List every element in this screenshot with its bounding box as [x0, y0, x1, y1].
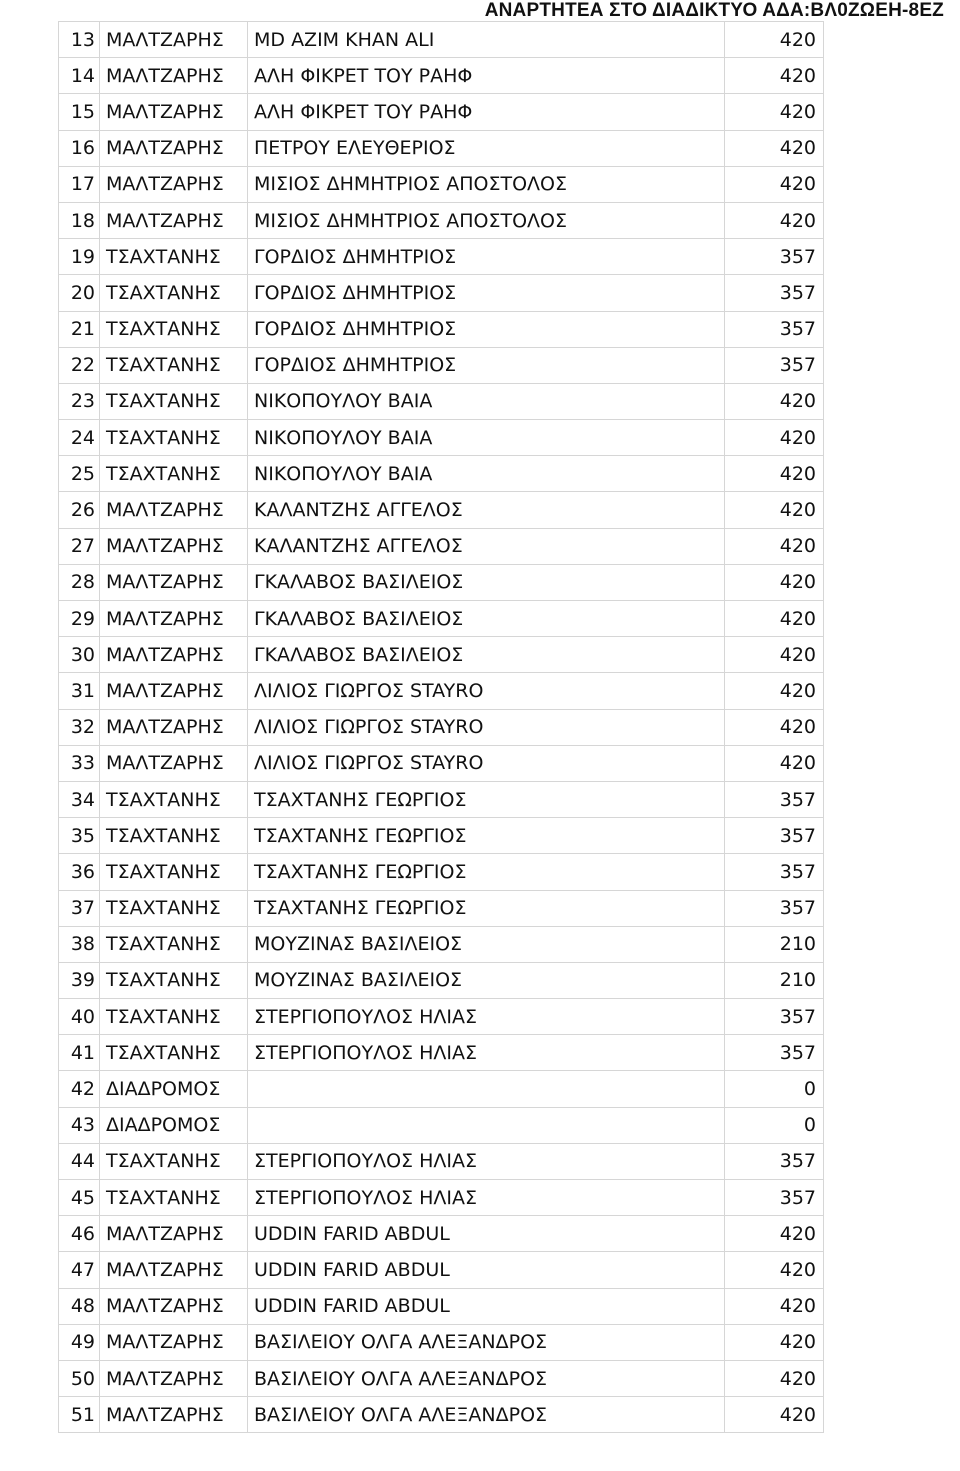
row-number: 34 [59, 781, 100, 817]
person-name: ΛΙΛΙΟΣ ΓΙΩΡΓΟΣ STAYRO [248, 709, 725, 745]
amount-cell: 0 [725, 1107, 824, 1143]
table-row [59, 1288, 824, 1324]
person-name: ΣΤΕΡΓΙΟΠΟΥΛΟΣ ΗΛΙΑΣ [248, 1143, 725, 1179]
amount-cell: 357 [725, 818, 824, 854]
person-name: ΒΑΣΙΛΕΙΟΥ ΟΛΓΑ ΑΛΕΞΑΝΔΡΟΣ [248, 1360, 725, 1396]
table-row [59, 1324, 824, 1360]
group-cell: ΜΑΛΤΖΑΡΗΣ [100, 709, 248, 745]
table-row [59, 347, 824, 383]
row-number: 41 [59, 1035, 100, 1071]
amount-cell: 420 [725, 528, 824, 564]
group-cell: ΜΑΛΤΖΑΡΗΣ [100, 564, 248, 600]
row-number: 51 [59, 1397, 100, 1433]
row-number: 25 [59, 456, 100, 492]
row-number: 22 [59, 347, 100, 383]
row-number: 17 [59, 166, 100, 202]
allocation-table [58, 21, 824, 1433]
person-name: ΜΟΥΖΙΝΑΣ ΒΑΣΙΛΕΙΟΣ [248, 926, 725, 962]
table-row [59, 58, 824, 94]
publication-stamp: ΑΝΑΡΤΗΤΕΑ ΣΤΟ ΔΙΑΔΙΚΤΥΟ ΑΔΑ:ΒΛ0ΖΩΕΗ-8ΕΖ [484, 0, 944, 21]
person-name: ΝΙΚΟΠΟΥΛΟΥ ΒΑΙΑ [248, 420, 725, 456]
table-row [59, 22, 824, 58]
table-row [59, 818, 824, 854]
table-row [59, 1035, 824, 1071]
person-name: ΣΤΕΡΓΙΟΠΟΥΛΟΣ ΗΛΙΑΣ [248, 1035, 725, 1071]
amount-cell: 420 [725, 420, 824, 456]
table-row [59, 383, 824, 419]
amount-cell: 420 [725, 456, 824, 492]
row-number: 50 [59, 1360, 100, 1396]
row-number: 39 [59, 962, 100, 998]
table-row [59, 601, 824, 637]
group-cell: ΜΑΛΤΖΑΡΗΣ [100, 673, 248, 709]
amount-cell: 357 [725, 1035, 824, 1071]
amount-cell: 420 [725, 166, 824, 202]
table-row [59, 709, 824, 745]
row-number: 36 [59, 854, 100, 890]
table-row [59, 1180, 824, 1216]
person-name: ΑΛΗ ΦΙΚΡΕΤ ΤΟΥ ΡΑΗΦ [248, 94, 725, 130]
table-row [59, 637, 824, 673]
group-cell: ΜΑΛΤΖΑΡΗΣ [100, 1360, 248, 1396]
group-cell: ΤΣΑΧΤΑΝΗΣ [100, 275, 248, 311]
table-row [59, 673, 824, 709]
person-name: ΜΙΣΙΟΣ ΔΗΜΗΤΡΙΟΣ ΑΠΟΣΤΟΛΟΣ [248, 202, 725, 238]
amount-cell: 420 [725, 202, 824, 238]
amount-cell: 420 [725, 492, 824, 528]
group-cell: ΤΣΑΧΤΑΝΗΣ [100, 781, 248, 817]
amount-cell: 357 [725, 275, 824, 311]
amount-cell: 420 [725, 673, 824, 709]
row-number: 18 [59, 202, 100, 238]
person-name: ΣΤΕΡΓΙΟΠΟΥΛΟΣ ΗΛΙΑΣ [248, 1180, 725, 1216]
group-cell: ΤΣΑΧΤΑΝΗΣ [100, 456, 248, 492]
amount-cell: 357 [725, 854, 824, 890]
group-cell: ΤΣΑΧΤΑΝΗΣ [100, 1035, 248, 1071]
person-name: MD AZIM KHAN ALI [248, 22, 725, 58]
amount-cell: 420 [725, 564, 824, 600]
person-name: ΜΙΣΙΟΣ ΔΗΜΗΤΡΙΟΣ ΑΠΟΣΤΟΛΟΣ [248, 166, 725, 202]
person-name: ΝΙΚΟΠΟΥΛΟΥ ΒΑΙΑ [248, 456, 725, 492]
row-number: 27 [59, 528, 100, 564]
row-number: 16 [59, 130, 100, 166]
row-number: 24 [59, 420, 100, 456]
person-name: ΓΚΑΛΑΒΟΣ ΒΑΣΙΛΕΙΟΣ [248, 637, 725, 673]
amount-cell: 420 [725, 1252, 824, 1288]
amount-cell: 420 [725, 637, 824, 673]
person-name: ΒΑΣΙΛΕΙΟΥ ΟΛΓΑ ΑΛΕΞΑΝΔΡΟΣ [248, 1397, 725, 1433]
row-number: 15 [59, 94, 100, 130]
person-name: ΤΣΑΧΤΑΝΗΣ ΓΕΩΡΓΙΟΣ [248, 890, 725, 926]
table-row [59, 854, 824, 890]
table-row [59, 528, 824, 564]
amount-cell: 420 [725, 22, 824, 58]
table-body [59, 22, 824, 1433]
person-name: ΠΕΤΡΟΥ ΕΛΕΥΘΕΡΙΟΣ [248, 130, 725, 166]
person-name: ΓΟΡΔΙΟΣ ΔΗΜΗΤΡΙΟΣ [248, 347, 725, 383]
row-number: 42 [59, 1071, 100, 1107]
amount-cell: 420 [725, 745, 824, 781]
group-cell: ΔΙΑΔΡΟΜΟΣ [100, 1107, 248, 1143]
amount-cell: 357 [725, 1143, 824, 1179]
person-name: ΛΙΛΙΟΣ ΓΙΩΡΓΟΣ STAYRO [248, 673, 725, 709]
group-cell: ΤΣΑΧΤΑΝΗΣ [100, 854, 248, 890]
person-name: ΛΙΛΙΟΣ ΓΙΩΡΓΟΣ STAYRO [248, 745, 725, 781]
person-name: UDDIN FARID ABDUL [248, 1288, 725, 1324]
person-name: ΤΣΑΧΤΑΝΗΣ ΓΕΩΡΓΙΟΣ [248, 781, 725, 817]
table-row [59, 456, 824, 492]
person-name: ΤΣΑΧΤΑΝΗΣ ΓΕΩΡΓΙΟΣ [248, 854, 725, 890]
group-cell: ΤΣΑΧΤΑΝΗΣ [100, 239, 248, 275]
group-cell: ΤΣΑΧΤΑΝΗΣ [100, 962, 248, 998]
person-name: ΓΟΡΔΙΟΣ ΔΗΜΗΤΡΙΟΣ [248, 275, 725, 311]
group-cell: ΤΣΑΧΤΑΝΗΣ [100, 1143, 248, 1179]
row-number: 35 [59, 818, 100, 854]
group-cell: ΜΑΛΤΖΑΡΗΣ [100, 130, 248, 166]
amount-cell: 420 [725, 94, 824, 130]
amount-cell: 420 [725, 1360, 824, 1396]
row-number: 33 [59, 745, 100, 781]
amount-cell: 420 [725, 1324, 824, 1360]
row-number: 28 [59, 564, 100, 600]
group-cell: ΜΑΛΤΖΑΡΗΣ [100, 528, 248, 564]
amount-cell: 357 [725, 347, 824, 383]
person-name: UDDIN FARID ABDUL [248, 1252, 725, 1288]
row-number: 32 [59, 709, 100, 745]
row-number: 37 [59, 890, 100, 926]
group-cell: ΜΑΛΤΖΑΡΗΣ [100, 745, 248, 781]
row-number: 46 [59, 1216, 100, 1252]
table-row [59, 564, 824, 600]
row-number: 40 [59, 999, 100, 1035]
row-number: 48 [59, 1288, 100, 1324]
table-row [59, 890, 824, 926]
person-name: ΚΑΛΑΝΤΖΗΣ ΑΓΓΕΛΟΣ [248, 492, 725, 528]
person-name: ΚΑΛΑΝΤΖΗΣ ΑΓΓΕΛΟΣ [248, 528, 725, 564]
group-cell: ΤΣΑΧΤΑΝΗΣ [100, 890, 248, 926]
person-name [248, 1107, 725, 1143]
group-cell: ΤΣΑΧΤΑΝΗΣ [100, 420, 248, 456]
person-name: ΓΚΑΛΑΒΟΣ ΒΑΣΙΛΕΙΟΣ [248, 564, 725, 600]
table-row [59, 1143, 824, 1179]
amount-cell: 420 [725, 130, 824, 166]
amount-cell: 420 [725, 1397, 824, 1433]
group-cell: ΜΑΛΤΖΑΡΗΣ [100, 202, 248, 238]
group-cell: ΤΣΑΧΤΑΝΗΣ [100, 999, 248, 1035]
table-row [59, 1216, 824, 1252]
row-number: 14 [59, 58, 100, 94]
table-row [59, 1397, 824, 1433]
group-cell: ΤΣΑΧΤΑΝΗΣ [100, 1180, 248, 1216]
table-row [59, 745, 824, 781]
person-name: ΑΛΗ ΦΙΚΡΕΤ ΤΟΥ ΡΑΗΦ [248, 58, 725, 94]
amount-cell: 420 [725, 383, 824, 419]
person-name: ΓΟΡΔΙΟΣ ΔΗΜΗΤΡΙΟΣ [248, 311, 725, 347]
group-cell: ΤΣΑΧΤΑΝΗΣ [100, 818, 248, 854]
group-cell: ΤΣΑΧΤΑΝΗΣ [100, 347, 248, 383]
table-row [59, 999, 824, 1035]
table-row [59, 1071, 824, 1107]
amount-cell: 357 [725, 311, 824, 347]
row-number: 26 [59, 492, 100, 528]
amount-cell: 210 [725, 962, 824, 998]
table-row [59, 275, 824, 311]
amount-cell: 420 [725, 1216, 824, 1252]
person-name: ΓΟΡΔΙΟΣ ΔΗΜΗΤΡΙΟΣ [248, 239, 725, 275]
amount-cell: 357 [725, 781, 824, 817]
amount-cell: 357 [725, 890, 824, 926]
row-number: 31 [59, 673, 100, 709]
amount-cell: 357 [725, 999, 824, 1035]
amount-cell: 420 [725, 58, 824, 94]
group-cell: ΤΣΑΧΤΑΝΗΣ [100, 311, 248, 347]
row-number: 23 [59, 383, 100, 419]
group-cell: ΜΑΛΤΖΑΡΗΣ [100, 601, 248, 637]
amount-cell: 210 [725, 926, 824, 962]
table-row [59, 1252, 824, 1288]
table-row [59, 311, 824, 347]
table-row [59, 166, 824, 202]
table-row [59, 781, 824, 817]
table-row [59, 202, 824, 238]
group-cell: ΤΣΑΧΤΑΝΗΣ [100, 383, 248, 419]
row-number: 13 [59, 22, 100, 58]
group-cell: ΜΑΛΤΖΑΡΗΣ [100, 94, 248, 130]
amount-cell: 420 [725, 601, 824, 637]
row-number: 29 [59, 601, 100, 637]
group-cell: ΔΙΑΔΡΟΜΟΣ [100, 1071, 248, 1107]
group-cell: ΤΣΑΧΤΑΝΗΣ [100, 926, 248, 962]
row-number: 43 [59, 1107, 100, 1143]
person-name: ΜΟΥΖΙΝΑΣ ΒΑΣΙΛΕΙΟΣ [248, 962, 725, 998]
group-cell: ΜΑΛΤΖΑΡΗΣ [100, 1397, 248, 1433]
row-number: 49 [59, 1324, 100, 1360]
person-name: ΒΑΣΙΛΕΙΟΥ ΟΛΓΑ ΑΛΕΞΑΝΔΡΟΣ [248, 1324, 725, 1360]
group-cell: ΜΑΛΤΖΑΡΗΣ [100, 22, 248, 58]
row-number: 47 [59, 1252, 100, 1288]
row-number: 19 [59, 239, 100, 275]
row-number: 21 [59, 311, 100, 347]
group-cell: ΜΑΛΤΖΑΡΗΣ [100, 1216, 248, 1252]
group-cell: ΜΑΛΤΖΑΡΗΣ [100, 1288, 248, 1324]
amount-cell: 357 [725, 239, 824, 275]
table-row [59, 926, 824, 962]
table-row [59, 1107, 824, 1143]
table-row [59, 239, 824, 275]
row-number: 45 [59, 1180, 100, 1216]
person-name: ΓΚΑΛΑΒΟΣ ΒΑΣΙΛΕΙΟΣ [248, 601, 725, 637]
table-row [59, 492, 824, 528]
amount-cell: 0 [725, 1071, 824, 1107]
person-name: UDDIN FARID ABDUL [248, 1216, 725, 1252]
group-cell: ΜΑΛΤΖΑΡΗΣ [100, 1252, 248, 1288]
table-row [59, 130, 824, 166]
amount-cell: 420 [725, 709, 824, 745]
group-cell: ΜΑΛΤΖΑΡΗΣ [100, 637, 248, 673]
row-number: 44 [59, 1143, 100, 1179]
row-number: 30 [59, 637, 100, 673]
table-row [59, 1360, 824, 1396]
person-name: ΤΣΑΧΤΑΝΗΣ ΓΕΩΡΓΙΟΣ [248, 818, 725, 854]
table-row [59, 94, 824, 130]
person-name [248, 1071, 725, 1107]
row-number: 38 [59, 926, 100, 962]
row-number: 20 [59, 275, 100, 311]
group-cell: ΜΑΛΤΖΑΡΗΣ [100, 58, 248, 94]
amount-cell: 357 [725, 1180, 824, 1216]
table-row [59, 962, 824, 998]
group-cell: ΜΑΛΤΖΑΡΗΣ [100, 1324, 248, 1360]
table-row [59, 420, 824, 456]
person-name: ΣΤΕΡΓΙΟΠΟΥΛΟΣ ΗΛΙΑΣ [248, 999, 725, 1035]
amount-cell: 420 [725, 1288, 824, 1324]
group-cell: ΜΑΛΤΖΑΡΗΣ [100, 166, 248, 202]
person-name: ΝΙΚΟΠΟΥΛΟΥ ΒΑΙΑ [248, 383, 725, 419]
group-cell: ΜΑΛΤΖΑΡΗΣ [100, 492, 248, 528]
